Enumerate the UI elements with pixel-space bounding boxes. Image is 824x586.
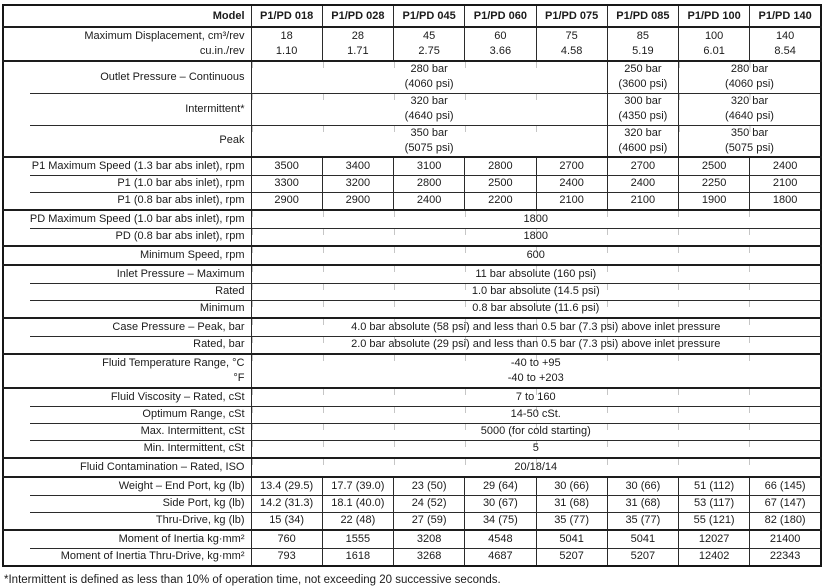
table-row: [3, 210, 821, 228]
footnote: *Intermittent is defined as less than 10% of operation time, not exceeding 20 successive seconds.: [4, 574, 501, 586]
cell: 793: [251, 548, 322, 566]
cell: 3400: [322, 157, 393, 175]
cell: 21400: [750, 530, 821, 548]
row-label: Maximum Displacement, cm³/rev cu.in./rev: [3, 27, 251, 61]
table-row: [3, 265, 821, 283]
row-label: Outlet Pressure – Continuous: [3, 61, 251, 93]
cell: 2400: [750, 157, 821, 175]
cell: 2900: [322, 192, 393, 210]
table-row: [3, 423, 821, 440]
cell: 5207: [607, 548, 678, 566]
row-label: Case Pressure – Peak, bar: [3, 318, 251, 336]
table-row: [3, 283, 821, 300]
cell-merged: 320 bar (4640 psi): [679, 93, 822, 125]
cell: 17.7 (39.0): [322, 477, 393, 495]
cell: 3200: [322, 175, 393, 192]
cell: 3208: [394, 530, 465, 548]
cell: 250 bar (3600 psi): [607, 61, 678, 93]
column-header: P1/PD 140: [750, 5, 821, 27]
cell-merged: 7 to 160: [251, 388, 821, 406]
row-label: Optimum Range, cSt: [3, 406, 251, 423]
cell: 2200: [465, 192, 536, 210]
row-label: Fluid Viscosity – Rated, cSt: [3, 388, 251, 406]
cell: 30 (66): [536, 477, 607, 495]
cell: 2250: [679, 175, 750, 192]
table-row: [3, 530, 821, 548]
cell: 60 3.66: [465, 27, 536, 61]
cell: 5041: [536, 530, 607, 548]
cell: 140 8.54: [750, 27, 821, 61]
cell: 82 (180): [750, 512, 821, 530]
cell: 3268: [394, 548, 465, 566]
cell: 55 (121): [679, 512, 750, 530]
cell: 2800: [465, 157, 536, 175]
cell: 5041: [607, 530, 678, 548]
row-label: P1 Maximum Speed (1.3 bar abs inlet), rpm: [3, 157, 251, 175]
cell: 51 (112): [679, 477, 750, 495]
column-header: P1/PD 018: [251, 5, 322, 27]
cell: 29 (64): [465, 477, 536, 495]
cell: 5207: [536, 548, 607, 566]
cell: 3300: [251, 175, 322, 192]
row-label: Intermittent*: [3, 93, 251, 125]
cell: 2800: [394, 175, 465, 192]
row-label: P1 (0.8 bar abs inlet), rpm: [3, 192, 251, 210]
cell-merged: 1800: [251, 228, 821, 246]
row-label: Peak: [3, 125, 251, 157]
cell-merged: 4.0 bar absolute (58 psi) and less than 0.5 bar (7.3 psi) above inlet pressure: [251, 318, 821, 336]
row-label: PD (0.8 bar abs inlet), rpm: [3, 228, 251, 246]
cell-merged: 600: [251, 246, 821, 265]
column-header: P1/PD 060: [465, 5, 536, 27]
model-header: Model: [212, 9, 245, 22]
cell: 2100: [607, 192, 678, 210]
cell: 23 (50): [394, 477, 465, 495]
column-header: P1/PD 085: [607, 5, 678, 27]
cell-merged: 280 bar (4060 psi): [251, 61, 607, 93]
column-header: P1/PD 100: [679, 5, 750, 27]
table-row: [3, 406, 821, 423]
table-row: [3, 354, 821, 388]
cell: 12027: [679, 530, 750, 548]
cell: 2400: [536, 175, 607, 192]
cell: 3500: [251, 157, 322, 175]
cell: 12402: [679, 548, 750, 566]
table-row: [3, 175, 821, 192]
column-header: P1/PD 075: [536, 5, 607, 27]
cell-merged: 350 bar (5075 psi): [679, 125, 822, 157]
cell: 53 (117): [679, 495, 750, 512]
header-row: [3, 5, 821, 27]
table-row: [3, 458, 821, 477]
cell: 2700: [536, 157, 607, 175]
cell-merged: -40 to +95 -40 to +203: [251, 354, 821, 388]
cell: 300 bar (4350 psi): [607, 93, 678, 125]
table-row: [3, 27, 821, 61]
cell: 30 (66): [607, 477, 678, 495]
table-row: [3, 388, 821, 406]
cell: 75 4.58: [536, 27, 607, 61]
cell: 28 1.71: [322, 27, 393, 61]
cell-merged: 5: [251, 440, 821, 458]
cell-merged: 320 bar (4640 psi): [251, 93, 607, 125]
cell: 18 1.10: [251, 27, 322, 61]
cell: 100 6.01: [679, 27, 750, 61]
row-label: Rated: [3, 283, 251, 300]
cell-merged: 11 bar absolute (160 psi): [251, 265, 821, 283]
cell-merged: 5000 (for cold starting): [251, 423, 821, 440]
cell: 2500: [465, 175, 536, 192]
cell: 2500: [679, 157, 750, 175]
cell: 35 (77): [607, 512, 678, 530]
column-header: P1/PD 045: [394, 5, 465, 27]
row-label: Minimum Speed, rpm: [3, 246, 251, 265]
cell: 30 (67): [465, 495, 536, 512]
cell: 1555: [322, 530, 393, 548]
cell: 31 (68): [607, 495, 678, 512]
table-row: [3, 192, 821, 210]
cell-merged: 14-50 cSt.: [251, 406, 821, 423]
row-label: PD Maximum Speed (1.0 bar abs inlet), rpm: [3, 210, 251, 228]
table-row: [3, 318, 821, 336]
cell: 3100: [394, 157, 465, 175]
table-row: [3, 548, 821, 566]
row-label: Moment of Inertia kg·mm²: [3, 530, 251, 548]
cell: 2700: [607, 157, 678, 175]
cell-merged: 1800: [251, 210, 821, 228]
cell-merged: 1.0 bar absolute (14.5 psi): [251, 283, 821, 300]
row-label: Minimum: [3, 300, 251, 318]
row-label: P1 (1.0 bar abs inlet), rpm: [3, 175, 251, 192]
cell: 4548: [465, 530, 536, 548]
cell: 2100: [750, 175, 821, 192]
row-label: Fluid Contamination – Rated, ISO: [3, 458, 251, 477]
cell: 4687: [465, 548, 536, 566]
spec-table: [2, 4, 822, 567]
table-row: [3, 440, 821, 458]
cell: 2400: [394, 192, 465, 210]
cell: 2100: [536, 192, 607, 210]
row-label: Thru-Drive, kg (lb): [3, 512, 251, 530]
cell-merged: 0.8 bar absolute (11.6 psi): [251, 300, 821, 318]
cell: 22 (48): [322, 512, 393, 530]
cell: 18.1 (40.0): [322, 495, 393, 512]
cell: 67 (147): [750, 495, 821, 512]
table-row: [3, 477, 821, 495]
row-label: Moment of Inertia Thru-Drive, kg·mm²: [3, 548, 251, 566]
cell: 31 (68): [536, 495, 607, 512]
cell: 34 (75): [465, 512, 536, 530]
row-label: Fluid Temperature Range, °C °F: [3, 354, 251, 388]
cell: 13.4 (29.5): [251, 477, 322, 495]
cell: 45 2.75: [394, 27, 465, 61]
table-row: [3, 93, 821, 125]
row-label: Weight – End Port, kg (lb): [3, 477, 251, 495]
row-label: Side Port, kg (lb): [3, 495, 251, 512]
table-row: [3, 512, 821, 530]
cell: 15 (34): [251, 512, 322, 530]
cell-merged: 20/18/14: [251, 458, 821, 477]
table-row: [3, 228, 821, 246]
cell: 24 (52): [394, 495, 465, 512]
table-row: [3, 336, 821, 354]
cell: 1800: [750, 192, 821, 210]
cell: 27 (59): [394, 512, 465, 530]
cell: 2900: [251, 192, 322, 210]
row-label: Inlet Pressure – Maximum: [3, 265, 251, 283]
cell: 320 bar (4600 psi): [607, 125, 678, 157]
cell-merged: 350 bar (5075 psi): [251, 125, 607, 157]
row-label: Max. Intermittent, cSt: [3, 423, 251, 440]
table-row: [3, 246, 821, 265]
cell: 2400: [607, 175, 678, 192]
column-header: P1/PD 028: [322, 5, 393, 27]
cell-merged: 280 bar (4060 psi): [679, 61, 822, 93]
cell: 85 5.19: [607, 27, 678, 61]
table-row: [3, 157, 821, 175]
cell: 66 (145): [750, 477, 821, 495]
cell-merged: 2.0 bar absolute (29 psi) and less than 0.5 bar (7.3 psi) above inlet pressure: [251, 336, 821, 354]
cell: 1618: [322, 548, 393, 566]
row-label: Rated, bar: [3, 336, 251, 354]
cell: 22343: [750, 548, 821, 566]
table-row: [3, 495, 821, 512]
table-row: [3, 300, 821, 318]
cell: 35 (77): [536, 512, 607, 530]
row-label: Min. Intermittent, cSt: [3, 440, 251, 458]
table-row: [3, 125, 821, 157]
cell: 760: [251, 530, 322, 548]
cell: 1900: [679, 192, 750, 210]
table-row: [3, 61, 821, 93]
cell: 14.2 (31.3): [251, 495, 322, 512]
